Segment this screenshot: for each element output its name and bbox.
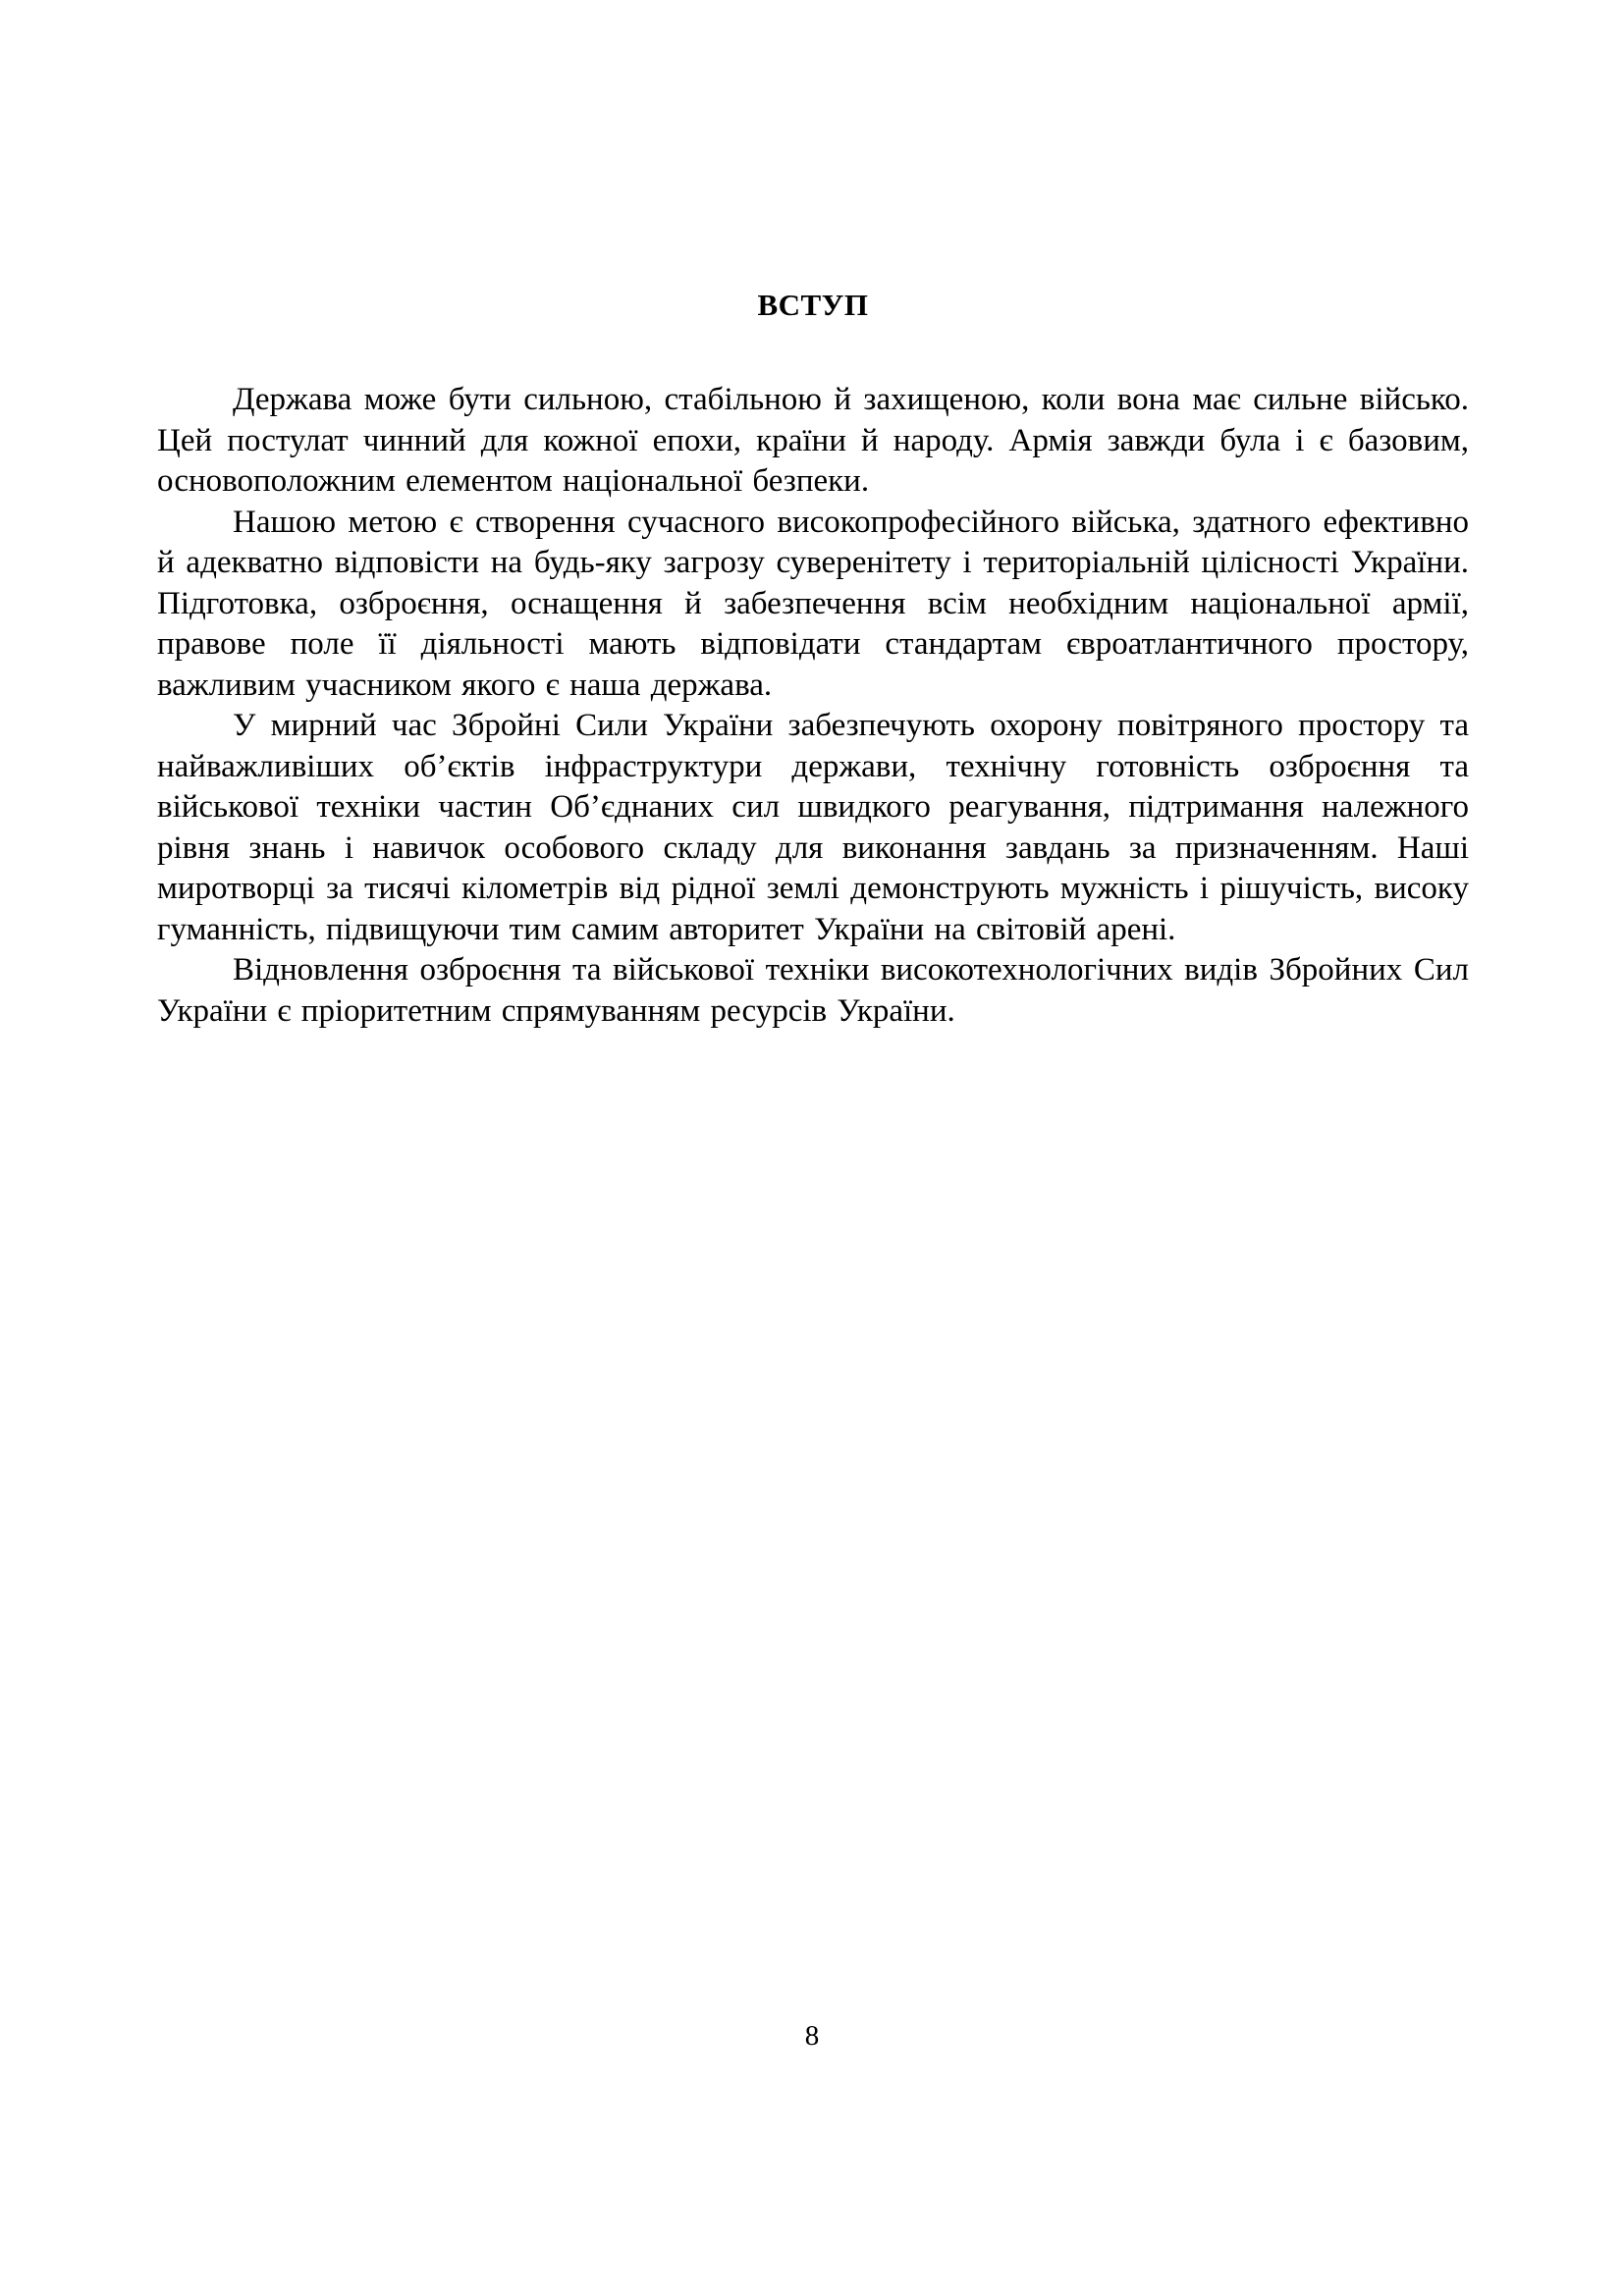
page-title: ВСТУП [757,288,869,322]
paragraph-4: Відновлення озброєння та військової техніки високотехнологічних видів Збройних Сил України є пріоритетним спрямуванням ресурсів України. [157,952,1469,1029]
document-content [157,288,1469,1032]
paragraph-3: У мирний час Збройні Сили України забезпечують охорону повітряного простору та найважливіших об’єктів інфраструктури держави, технічну готовність озброєння та військової техніки частин Об’єднаних сил швидкого реагування, підтримання належного рівня знань і навичок особового складу для виконання завдань за призначенням. Наші миротворці за тисячі кілометрів від рідної землі демонструють мужність і рішучість, високу гуманність, підвищуючи тим самим авторитет України на світовій арені. [157,708,1469,947]
paragraph-2: Нашою метою є створення сучасного високопрофесійного війська, здатного ефективно й адекватно відповісти на будь-яку загрозу суверенітету і територіальній цілісності України. Підготовка, озброєння, оснащення й забезпечення всім необхідним національної армії, правове поле її діяльності мають відповідати стандартам євроатлантичного простору, важливим учасником якого є наша держава. [157,504,1469,703]
paragraph-1: Держава може бути сильною, стабільною й захищеною, коли вона має сильне військо. Цей постулат чинний для кожної епохи, країни й народу. Армія завжди була і є базовим, основоположним елементом національної безпеки. [157,382,1469,499]
page-number: 8 [804,2020,820,2052]
